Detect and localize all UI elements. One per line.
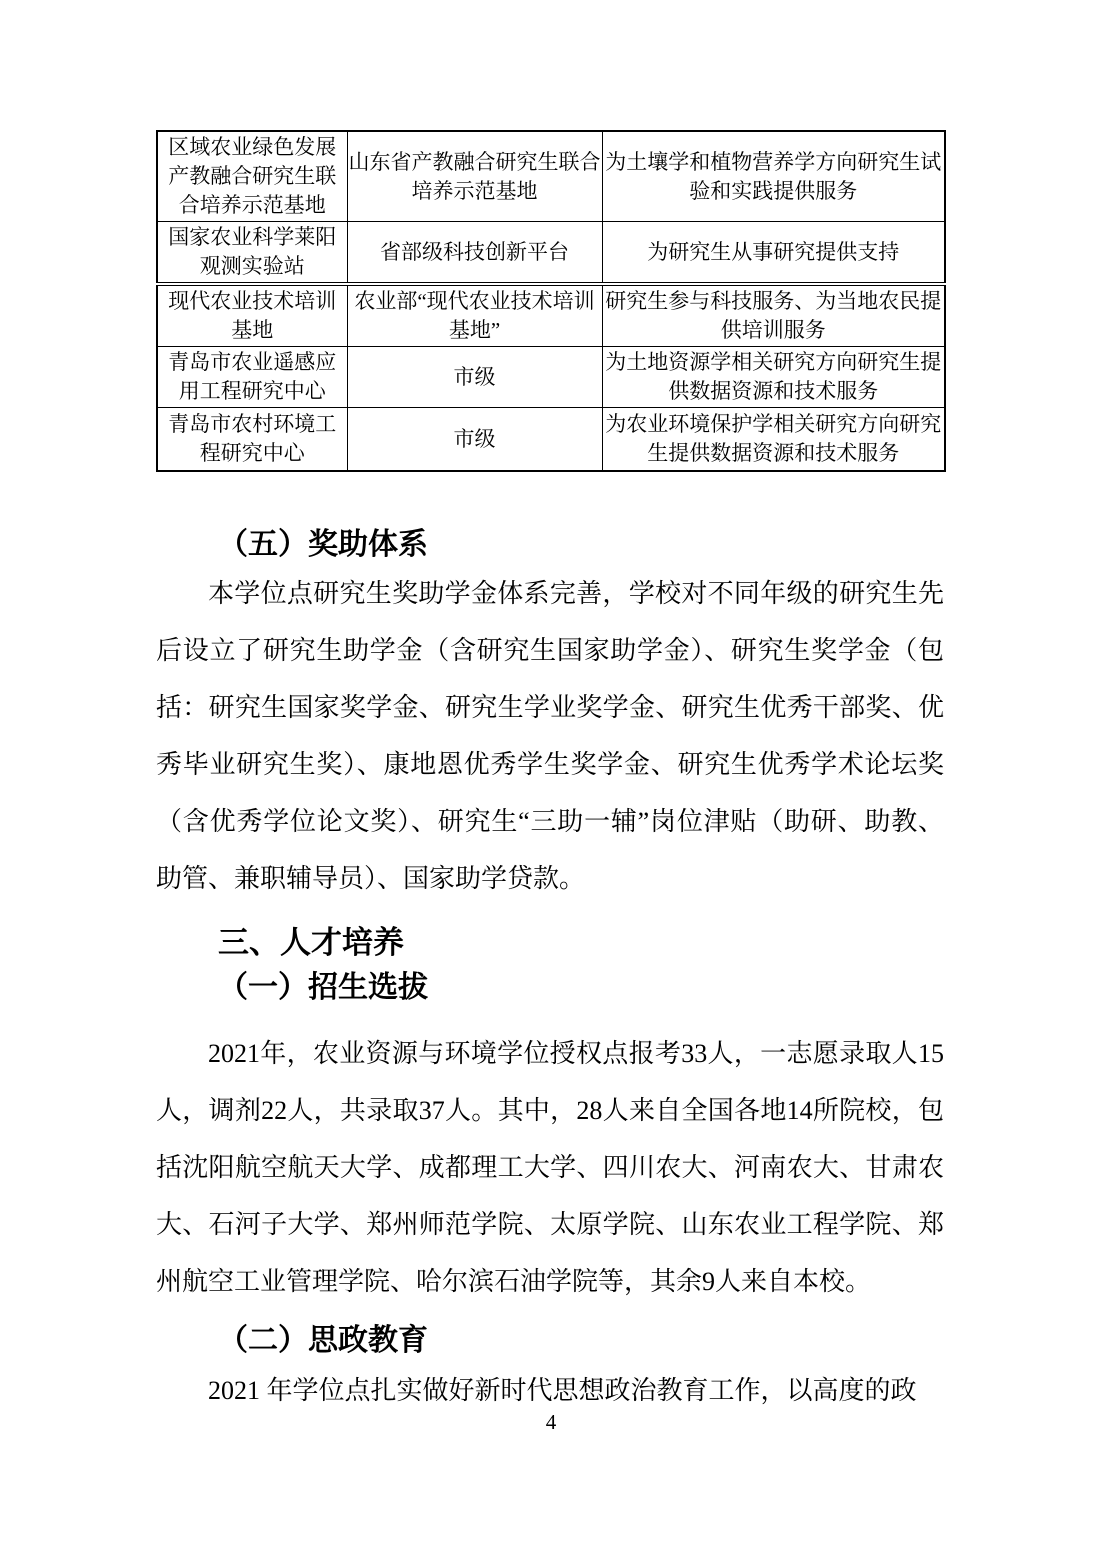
- table-row: [157, 408, 945, 472]
- heading-enrollment-selection: （一）招生选拔: [218, 971, 428, 1004]
- paragraph-enrollment: [156, 1025, 944, 1310]
- table-cell-platform-role: 为土地资源学相关研究方向研究生提供数据资源和技术服务: [602, 347, 945, 408]
- table-cell-platform-level: 省部级科技创新平台: [347, 222, 602, 285]
- paragraph-reward-system: [156, 565, 944, 907]
- heading-talent-cultivation: 三、人才培养: [218, 925, 404, 960]
- paragraph-line: 秀毕业研究生奖）、康地恩优秀学生奖学金、研究生优秀学术论坛奖: [156, 750, 944, 779]
- table-cell-platform-role: 为农业环境保护学相关研究方向研究生提供数据资源和技术服务: [602, 408, 945, 472]
- table-cell-platform-role: 研究生参与科技服务、为当地农民提供培训服务: [602, 284, 945, 347]
- paragraph-line: 州航空工业管理学院、哈尔滨石油学院等，其余9人来自本校。: [156, 1267, 872, 1296]
- heading-reward-system: （五）奖助体系: [218, 528, 428, 561]
- table-cell-platform-role: 为土壤学和植物营养学方向研究生试验和实践提供服务: [602, 131, 945, 222]
- paragraph-line: 2021年，农业资源与环境学位授权点报考33人，一志愿录取人15: [208, 1039, 944, 1068]
- table-cell-platform-level: 山东省产教融合研究生联合培养示范基地: [347, 131, 602, 222]
- table-cell-platform-name: 青岛市农业遥感应用工程研究中心: [157, 347, 347, 408]
- paragraph-line: 人，调剂22人，共录取37人。其中，28人来自全国各地14所院校，包: [156, 1096, 944, 1125]
- table-row: [157, 284, 945, 347]
- table-row: [157, 131, 945, 222]
- table-cell-platform-name: 现代农业技术培训基地: [157, 284, 347, 347]
- paragraph-line: 大、石河子大学、郑州师范学院、太原学院、山东农业工程学院、郑: [156, 1210, 944, 1239]
- table-cell-platform-name: 区域农业绿色发展产教融合研究生联合培养示范基地: [157, 131, 347, 222]
- paragraph-line: 2021 年学位点扎实做好新时代思想政治教育工作，以高度的政: [208, 1376, 917, 1405]
- paragraph-line: 本学位点研究生奖助学金体系完善，学校对不同年级的研究生先: [208, 579, 944, 608]
- paragraph-line: 括：研究生国家奖学金、研究生学业奖学金、研究生优秀干部奖、优: [156, 693, 944, 722]
- paragraph-line: （含优秀学位论文奖）、研究生“三助一辅”岗位津贴（助研、助教、: [156, 807, 944, 836]
- paragraph-line: 括沈阳航空航天大学、成都理工大学、四川农大、河南农大、甘肃农: [156, 1153, 944, 1182]
- table-cell-platform-name: 青岛市农村环境工程研究中心: [157, 408, 347, 472]
- paragraph-line: 助管、兼职辅导员）、国家助学贷款。: [156, 864, 586, 893]
- platforms-table: [156, 130, 946, 472]
- table-cell-platform-level: 市级: [347, 347, 602, 408]
- paragraph-line: 后设立了研究生助学金（含研究生国家助学金）、研究生奖学金（包: [156, 636, 944, 665]
- table-cell-platform-level: 农业部“现代农业技术培训基地”: [347, 284, 602, 347]
- table-row: [157, 222, 945, 285]
- table-cell-platform-role: 为研究生从事研究提供支持: [602, 222, 945, 285]
- table-cell-platform-name: 国家农业科学莱阳观测实验站: [157, 222, 347, 285]
- table-row: [157, 347, 945, 408]
- page-number: 4: [545, 1410, 557, 1434]
- heading-ideological-education: （二）思政教育: [218, 1324, 428, 1357]
- page-content: [156, 130, 944, 1419]
- table-cell-platform-level: 市级: [347, 408, 602, 472]
